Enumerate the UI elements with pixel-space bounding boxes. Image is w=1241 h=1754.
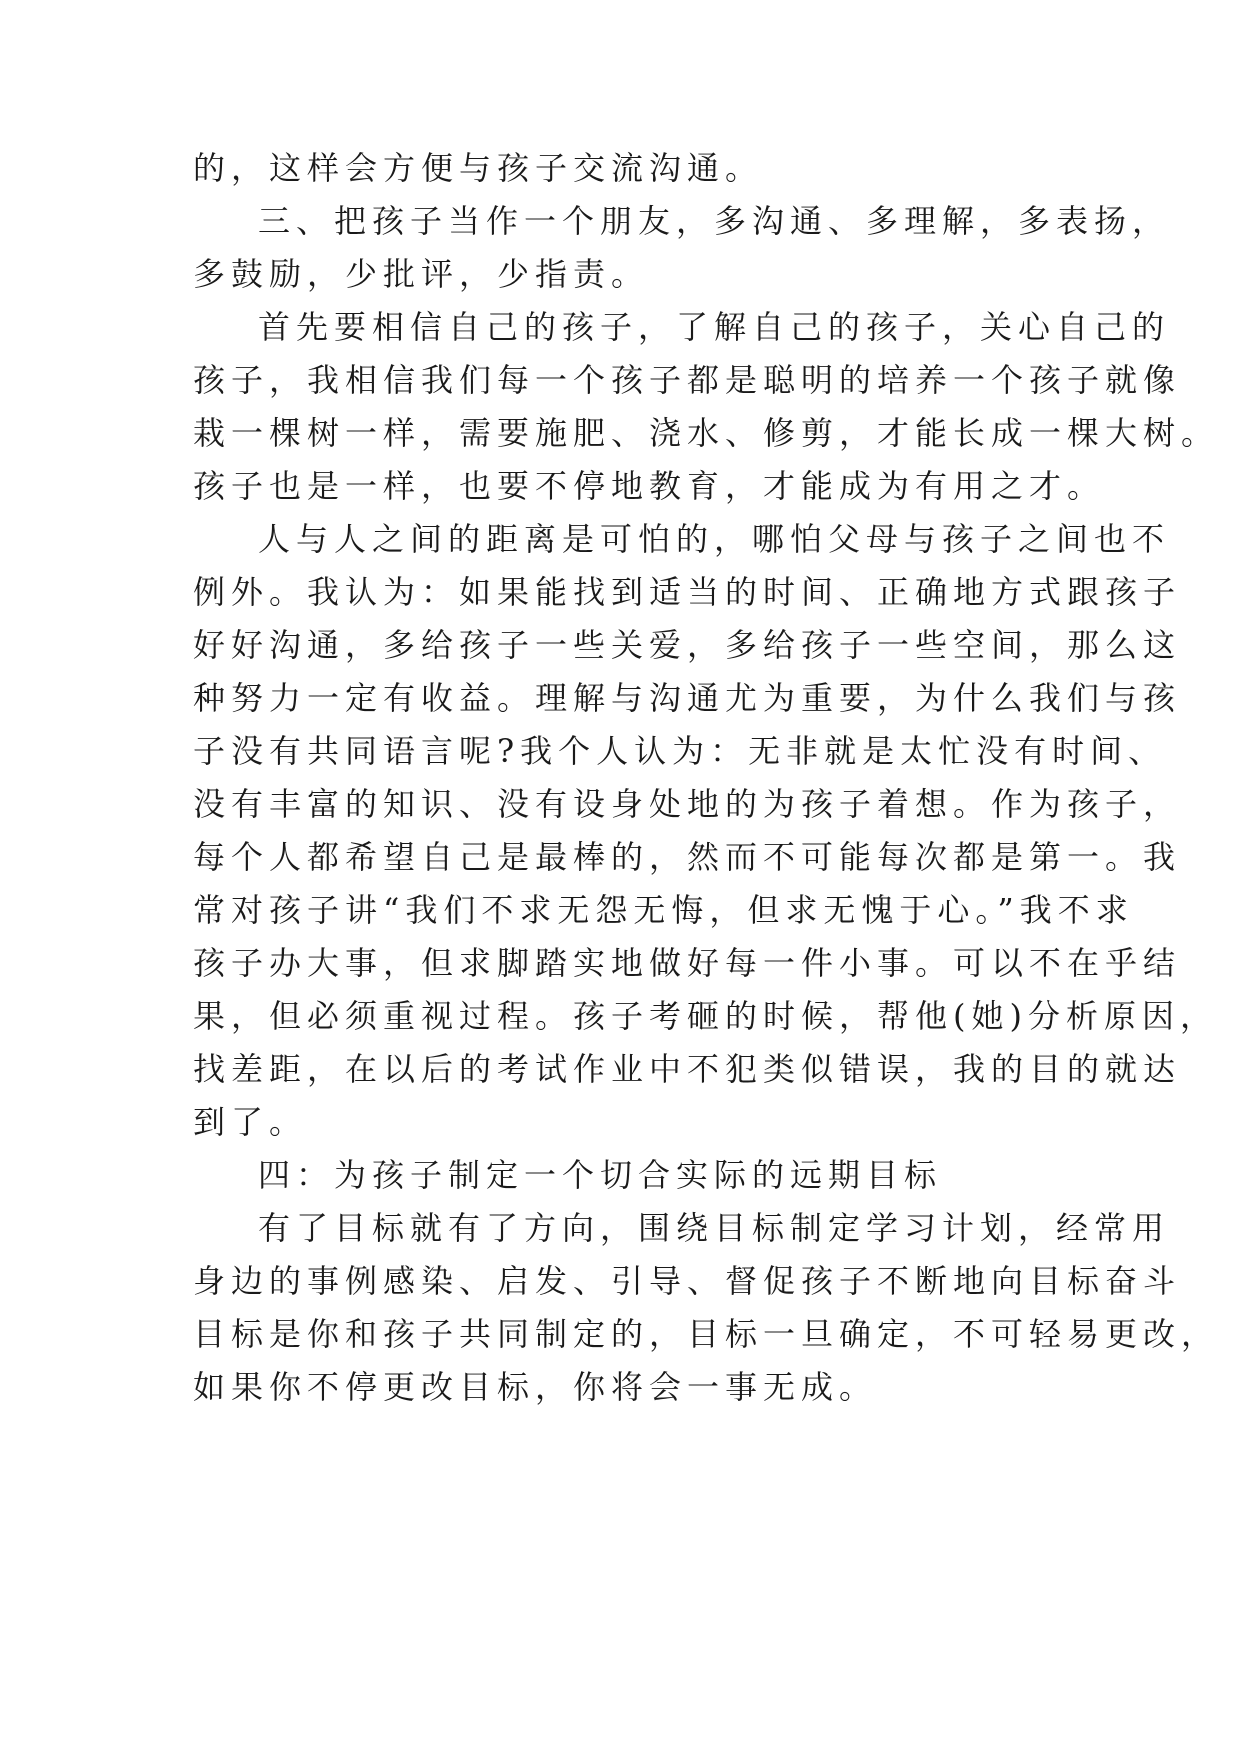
text-line: 常对孩子讲“我们不求无怨无悔，但求无愧于心。”我不求	[193, 891, 1134, 929]
section-heading: 四：为孩子制定一个切合实际的远期目标	[258, 1156, 943, 1194]
text-line: 栽一棵树一样，需要施肥、浇水、修剪，才能长成一棵大树。	[193, 414, 1220, 452]
text-line: 孩子办大事，但求脚踏实地做好每一件小事。可以不在乎结	[193, 944, 1182, 982]
text-line: 到了。	[193, 1103, 308, 1141]
text-line: 如果你不停更改目标，你将会一事无成。	[193, 1368, 878, 1406]
text-line: 多鼓励，少批评，少指责。	[193, 255, 650, 293]
text-line: 果，但必须重视过程。孩子考砸的时候，帮他(她)分析原因，	[193, 997, 1218, 1035]
text-line: 例外。我认为：如果能找到适当的时间、正确地方式跟孩子	[193, 573, 1182, 611]
text-line: 人与人之间的距离是可怕的，哪怕父母与孩子之间也不	[258, 520, 1171, 558]
text-line: 身边的事例感染、启发、引导、督促孩子不断地向目标奋斗	[193, 1262, 1182, 1300]
text-line: 目标是你和孩子共同制定的，目标一旦确定，不可轻易更改，	[193, 1315, 1220, 1353]
text-line: 每个人都希望自己是最棒的，然而不可能每次都是第一。我	[193, 838, 1182, 876]
text-line: 好好沟通，多给孩子一些关爱，多给孩子一些空间，那么这	[193, 626, 1182, 664]
text-line: 孩子，我相信我们每一个孩子都是聪明的培养一个孩子就像	[193, 361, 1182, 399]
text-line: 孩子也是一样，也要不停地教育，才能成为有用之才。	[193, 467, 1106, 505]
text-line: 找差距，在以后的考试作业中不犯类似错误，我的目的就达	[193, 1050, 1182, 1088]
text-line: 有了目标就有了方向，围绕目标制定学习计划，经常用	[258, 1209, 1171, 1247]
text-line: 三、把孩子当作一个朋友，多沟通、多理解，多表扬，	[258, 202, 1171, 240]
text-line: 子没有共同语言呢?我个人认为：无非就是太忙没有时间、	[193, 732, 1167, 770]
text-line: 没有丰富的知识、没有设身处地的为孩子着想。作为孩子，	[193, 785, 1182, 823]
text-line: 的，这样会方便与孩子交流沟通。	[193, 149, 764, 187]
text-line: 种努力一定有收益。理解与沟通尤为重要，为什么我们与孩	[193, 679, 1182, 717]
text-line: 首先要相信自己的孩子，了解自己的孩子，关心自己的	[258, 308, 1171, 346]
